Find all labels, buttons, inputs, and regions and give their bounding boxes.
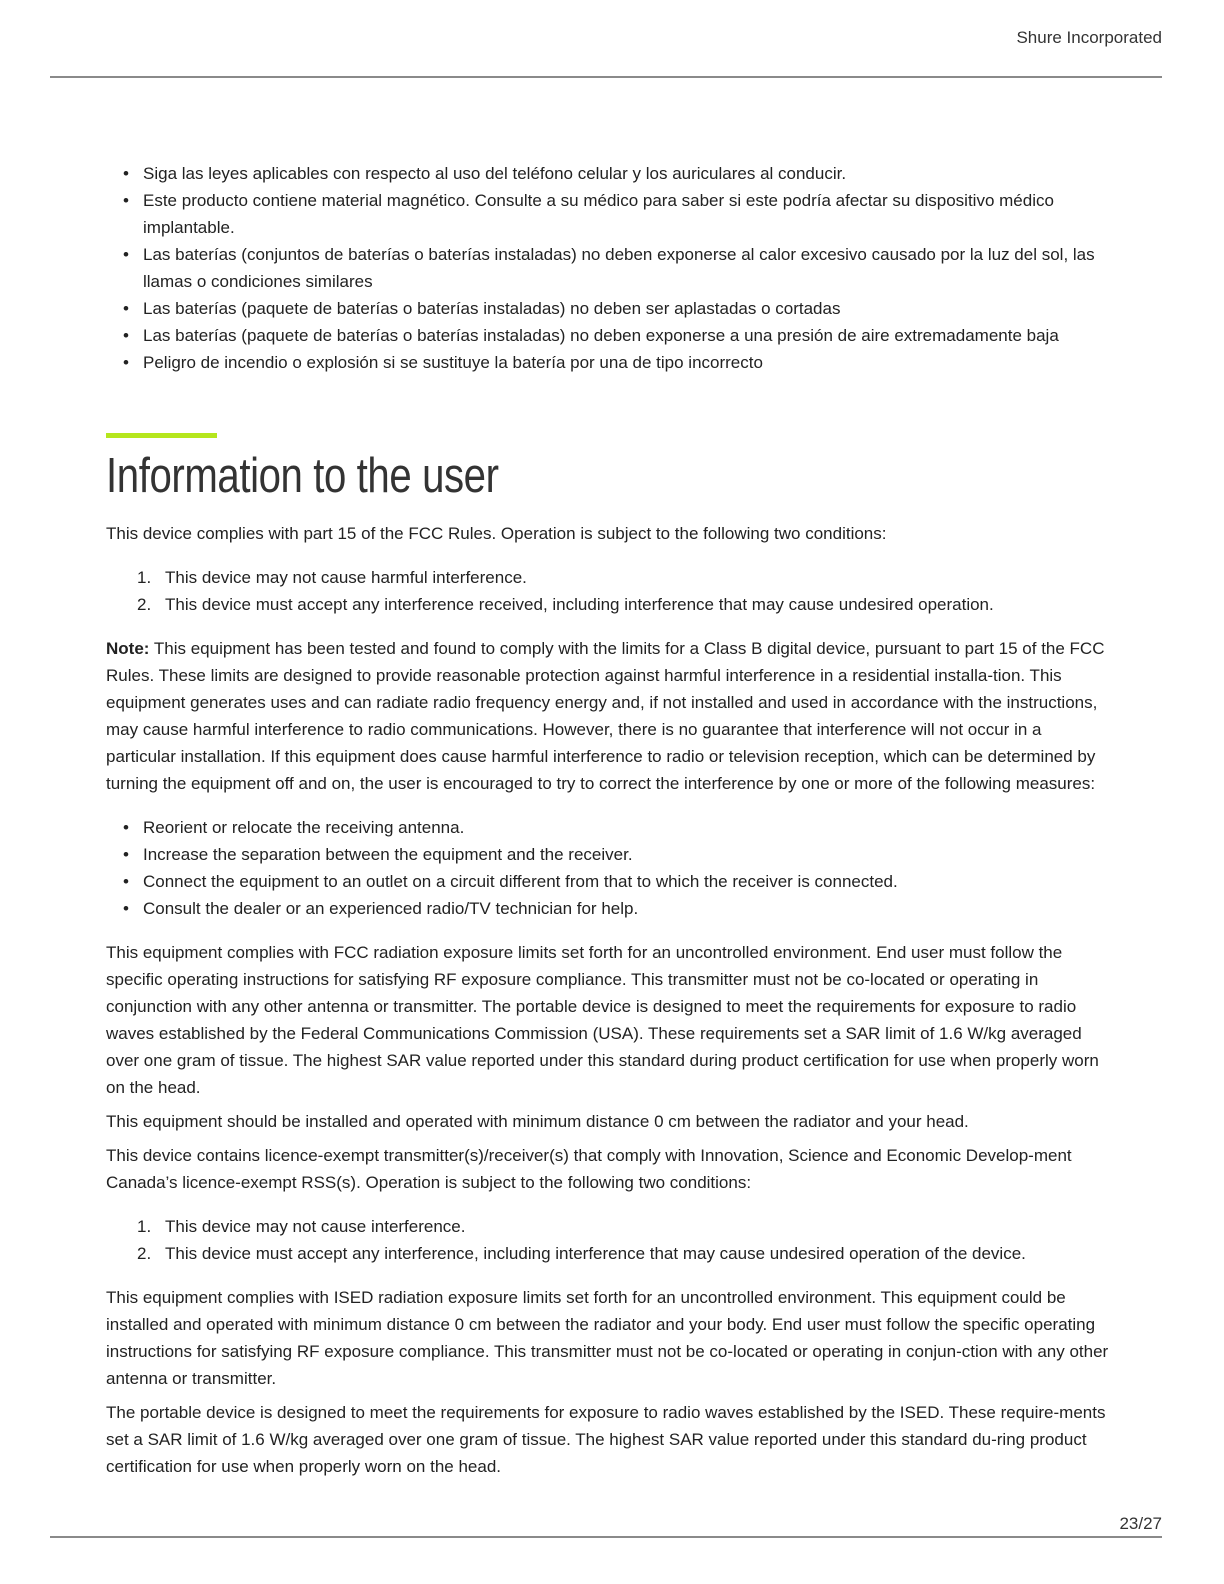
interference-measures-list xyxy=(106,814,1110,922)
list-item xyxy=(106,564,1110,591)
list-item: • Las baterías (paquete de baterías o baterías instaladas) no deben exponerse a una presión de aire extremadamente baja xyxy=(106,322,1110,349)
list-item: • Reorient or relocate the receiving antenna. xyxy=(106,814,1110,841)
header-divider xyxy=(50,76,1162,78)
page-number: 23/27 xyxy=(1119,1514,1162,1533)
list-item: • Consult the dealer or an experienced radio/TV technician for help. xyxy=(106,895,1110,922)
list-text: This device may not cause interference. xyxy=(165,1217,466,1236)
ised-conditions-list xyxy=(106,1213,1110,1267)
list-item: • Siga las leyes aplicables con respecto al uso del teléfono celular y los auriculares al conducir. xyxy=(106,160,1110,187)
ised-sar-paragraph: The portable device is designed to meet the requirements for exposure to radio waves established by the ISED. These require-ments set a SAR limit of 1.6 W/kg averaged over one gram of tissue. The highest SAR value reported under this standard du-ring product certification for use when properly worn on the head. xyxy=(106,1403,1106,1476)
spanish-warnings-list xyxy=(106,160,1110,376)
min-distance-paragraph: This equipment should be installed and operated with minimum distance 0 cm between the radiator and your head. xyxy=(106,1112,969,1131)
list-text: This device must accept any interference received, including interference that may cause undesired operation. xyxy=(165,595,994,614)
note-label: Note: xyxy=(106,639,150,658)
fcc-intro-paragraph: This device complies with part 15 of the FCC Rules. Operation is subject to the following two conditions: xyxy=(106,524,887,543)
list-item: • Increase the separation between the equipment and the receiver. xyxy=(106,841,1110,868)
list-item xyxy=(106,1213,1110,1240)
fcc-rf-exposure-paragraph: This equipment complies with FCC radiation exposure limits set forth for an uncontrolled environment. End user must follow the specific operating instructions for satisfying RF exposure compliance. This transmitter must not be co-located or operating in conjunction with any other antenna or transmitter. The portable device is designed to meet the requirements for exposure to radio waves established by the Federal Communications Commission (USA). These requirements set a SAR limit of 1.6 W/kg averaged over one gram of tissue. The highest SAR value reported under this standard during product certification for use when properly worn on the head. xyxy=(106,943,1099,1097)
ised-rf-exposure-paragraph: This equipment complies with ISED radiation exposure limits set forth for an uncontrolled environment. This equipment could be installed and operated with minimum distance 0 cm between the radiator and your body. End user must follow the specific operating instructions for satisfying RF exposure compliance. This transmitter must not be co-located or operating in conjun-ction with any other antenna or transmitter. xyxy=(106,1288,1109,1388)
list-number: 2. xyxy=(137,595,152,614)
list-number: 1. xyxy=(137,1217,152,1236)
list-item: • Connect the equipment to an outlet on a circuit different from that to which the receiver is connected. xyxy=(106,868,1110,895)
list-item: • Las baterías (paquete de baterías o baterías instaladas) no deben ser aplastadas o cortadas xyxy=(106,295,1110,322)
list-item: • Peligro de incendio o explosión si se sustituye la batería por una de tipo incorrecto xyxy=(106,349,1110,376)
list-number: 2. xyxy=(137,1244,152,1263)
section-accent-bar xyxy=(106,433,217,438)
list-number: 1. xyxy=(137,568,152,587)
note-text: This equipment has been tested and found to comply with the limits for a Class B digital device, pursuant to part 15 of the FCC Rules. These limits are designed to provide reasonable protection against harmful interference in a residential installa-tion. This equipment generates uses and can radiate radio frequency energy and, if not installed and used in accordance with the instructions, may cause harmful interference to radio communications. However, there is no guarantee that interference will not occur in a particular installation. If this equipment does cause harmful interference to radio or television reception, which can be determined by turning the equipment off and on, the user is encouraged to try to correct the interference by one or more of the following measures: xyxy=(106,639,1105,793)
list-item: • Las baterías (conjuntos de baterías o baterías instaladas) no deben exponerse al calor excesivo causado por la luz del sol, las llamas o condiciones similares xyxy=(106,241,1110,295)
section-title: Information to the user xyxy=(106,449,499,503)
list-item: • Este producto contiene material magnético. Consulte a su médico para saber si este podría afectar su dispositivo médico implantable. xyxy=(106,187,1110,241)
list-item xyxy=(106,591,1110,618)
list-text: This device may not cause harmful interference. xyxy=(165,568,527,587)
footer-divider xyxy=(50,1536,1162,1538)
note-paragraph xyxy=(106,635,1110,797)
fcc-conditions-list xyxy=(106,564,1110,618)
list-text: This device must accept any interference, including interference that may cause undesired operation of the device. xyxy=(165,1244,1026,1263)
page-content xyxy=(106,160,1110,1480)
list-item xyxy=(106,1240,1110,1267)
ised-intro-paragraph: This device contains licence-exempt transmitter(s)/receiver(s) that comply with Innovation, Science and Economic Develop-ment Canada’s licence-exempt RSS(s). Operation is subject to the following two conditions: xyxy=(106,1146,1072,1192)
company-name: Shure Incorporated xyxy=(1016,28,1162,47)
